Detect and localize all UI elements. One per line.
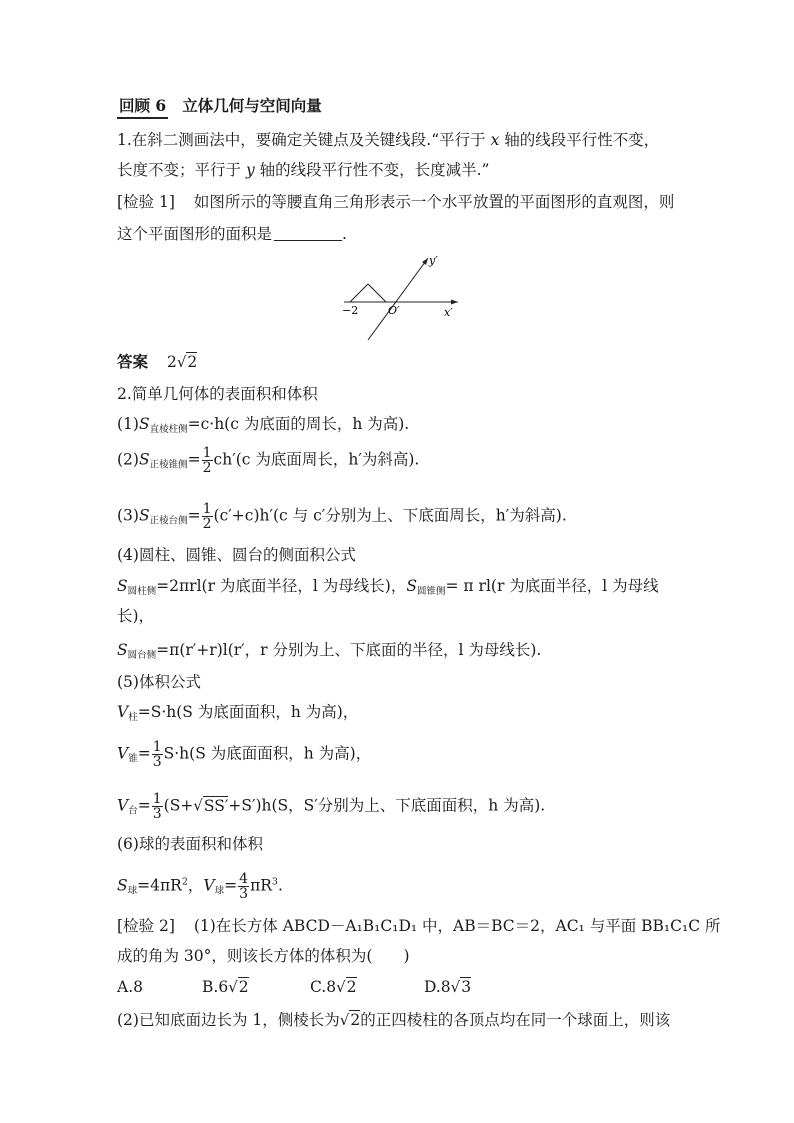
answer-blank	[274, 240, 342, 241]
fraction-third: $\frac{1}{3}$	[152, 791, 162, 822]
volume-frustum: $V_台=$ $\frac{1}{3}$ (S+√SS′+S′)h(S，S′分别为上、下底面面积，h 为高).	[117, 791, 546, 822]
formula-5-title: (5)体积公式	[117, 673, 201, 691]
formula-4-title: (4)圆柱、圆锥、圆台的侧面积公式	[117, 546, 356, 564]
label-origin: O′	[388, 304, 400, 317]
label-x-axis: x′	[444, 306, 453, 319]
formula-4-line-1: $S_{圆柱侧}=2\pi rl(r$ 为底面半径，l 为母线长)，$S_{圆锥侧}= \pi$ rl(r 为底面半径，l 为母线	[117, 577, 659, 597]
option-d: D.8√3	[424, 978, 472, 996]
formula-4-line-2: 长)，	[117, 607, 155, 625]
formula-3: $(3)S_{正棱台侧}=$ $\frac{1}{2}$ (c′+c)h′(c 与 c′分别为上、下底面周长，h′为斜高).	[117, 501, 567, 532]
y-axis-line	[368, 258, 428, 340]
fraction-half: $\frac{1}{2}$	[202, 445, 212, 476]
answer-line: 答案 2√2	[117, 352, 198, 371]
fraction-four-thirds: $\frac{4}{3}$	[239, 871, 249, 902]
y-axis-arrow	[422, 258, 428, 265]
p1-line-2: 长度不变；平行于 y 轴的线段平行性不变，长度减半.”	[117, 161, 490, 179]
section-badge: 回顾 6	[117, 96, 168, 119]
sphere-formulas: $S_球=4\pi R^2$，$V_球=$ $\frac{4}{3}$ $\pi R^3$.	[117, 871, 283, 902]
formula-4-line-3: $S_{圆台侧}=\pi(r'+r)l(r'$，r 分别为上、下底面的半径，l 为母线长).	[117, 641, 542, 661]
section-heading	[117, 96, 322, 119]
fraction-half: $\frac{1}{2}$	[202, 501, 212, 532]
check2-line-2: 成的角为 30°，则该长方体的体积为( )	[117, 947, 410, 965]
formula-1: $(1)S_{直棱柱侧}=c\cdot h(c$ 为底面的周长，h 为高).	[117, 415, 410, 435]
p2-title: 2.简单几何体的表面积和体积	[117, 385, 318, 403]
check1-tag: [检验 1]	[117, 193, 175, 211]
x-axis-arrow	[451, 300, 458, 305]
check2-q2-line: (2)已知底面边长为 1，侧棱长为√2的正四棱柱的各顶点均在同一个球面上，则该	[117, 1011, 671, 1029]
check1-line-2: 这个平面图形的面积是 .	[117, 225, 347, 243]
label-y-axis: y′	[429, 254, 438, 267]
formula-6-title: (6)球的表面积和体积	[117, 835, 263, 853]
option-c: C.8√2	[310, 978, 357, 996]
triangle-legs	[350, 284, 386, 302]
volume-pyramid: $V_锥=$ $\frac{1}{3}$ S·h(S 为底面面积，h 为高)，	[117, 739, 372, 770]
volume-prism: $V_柱=S\cdot h(S$ 为底面面积，h 为高)，	[117, 703, 359, 723]
oblique-projection-figure	[338, 252, 468, 344]
p1-line-1: 1.在斜二测画法中，要确定关键点及关键线段.“平行于 x 轴的线段平行性不变，	[117, 131, 660, 149]
option-b: B.6√2	[202, 978, 249, 996]
fraction-third: $\frac{1}{3}$	[152, 739, 162, 770]
option-a: A.8	[117, 978, 143, 996]
check2-tag: [检验 2]	[117, 917, 175, 935]
check1-line-1: [检验 1] 如图所示的等腰直角三角形表示一个水平放置的平面图形的直观图，则	[117, 193, 675, 211]
section-title: 立体几何与空间向量	[182, 96, 322, 115]
label-neg2: −2	[342, 304, 359, 317]
check2-line-1: [检验 2] (1)在长方体 ABCD－A₁B₁C₁D₁ 中，AB＝BC＝2，AC₁ 与平面 BB₁C₁C 所	[117, 917, 721, 935]
answer-label: 答案	[117, 352, 149, 371]
formula-2: $(2)S_{正棱锥侧}=$ $\frac{1}{2}$ ch′(c 为底面周长，h′为斜高).	[117, 445, 420, 476]
